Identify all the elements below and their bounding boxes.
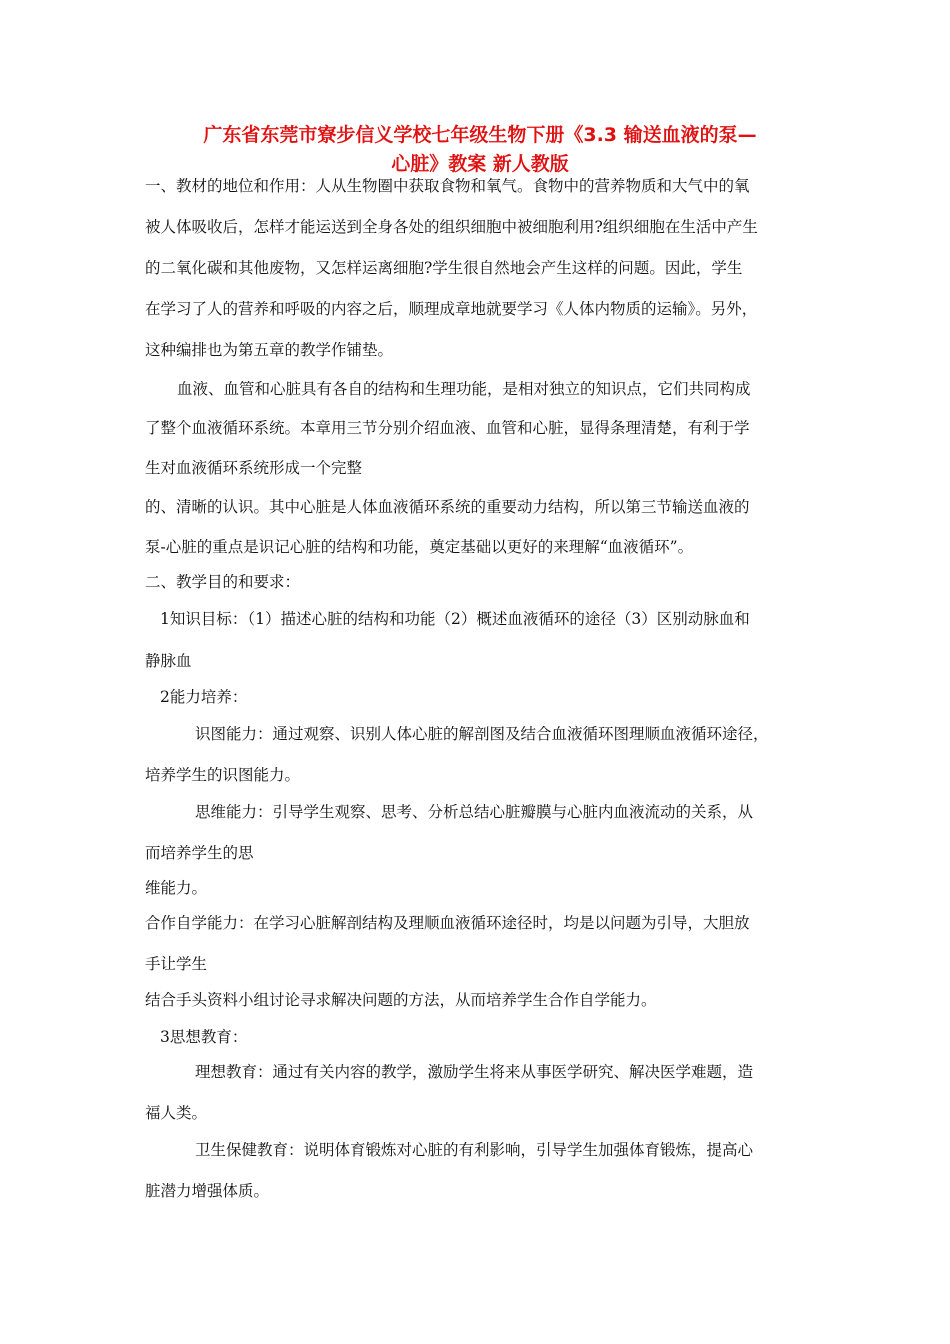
text-line: 泵-心脏的重点是识记心脏的结构和功能，奠定基础以更好的来理解“血液循环”。 <box>145 538 694 556</box>
text-line: 的二氧化碳和其他废物，又怎样运离细胞?学生很自然地会产生这样的问题。因此，学生 <box>145 259 743 277</box>
text-line: 脏潜力增强体质。 <box>145 1182 270 1200</box>
text-line: 在学习了人的营养和呼吸的内容之后，顺理成章地就要学习《人体内物质的运输》。另外， <box>145 300 758 318</box>
text-line: 思维能力：引导学生观察、思考、分析总结心脏瓣膜与心脏内血液流动的关系，从 <box>195 803 754 821</box>
text-line: 被人体吸收后，怎样才能运送到全身各处的组织细胞中被细胞利用?组织细胞在生活中产生 <box>145 218 758 236</box>
title-line-1: 广东省东莞市寮步信义学校七年级生物下册《3.3 输送血液的泵— <box>203 124 757 146</box>
subheading: 2能力培养： <box>160 688 248 706</box>
text-line: 福人类。 <box>145 1104 208 1122</box>
text-line: 理想教育：通过有关内容的教学，激励学生将来从事医学研究、解决医学难题，造 <box>195 1063 754 1081</box>
text-line: 结合手头资料小组讨论寻求解决问题的方法，从而培养学生合作自学能力。 <box>145 991 657 1009</box>
text-line: 维能力。 <box>145 879 208 897</box>
text-line: 生对血液循环系统形成一个完整 <box>145 459 363 477</box>
text-line: 培养学生的识图能力。 <box>145 766 301 784</box>
text-line: 血液、血管和心脏具有各自的结构和生理功能，是相对独立的知识点，它们共同构成 <box>177 380 751 398</box>
text-line: 识图能力：通过观察、识别人体心脏的解剖图及结合血液循环图理顺血液循环途径， <box>195 725 769 743</box>
text-line: 一、教材的地位和作用：人从生物圈中获取食物和氧气。食物中的营养物质和大气中的氧 <box>145 177 750 195</box>
text-line: 手让学生 <box>145 955 208 973</box>
text-line: 卫生保健教育：说明体育锻炼对心脏的有利影响，引导学生加强体育锻炼，提高心 <box>195 1141 754 1159</box>
text-line: 而培养学生的思 <box>145 844 254 862</box>
text-line: 静脉血 <box>145 652 192 670</box>
title-line-2: 心脏》教案 新人教版 <box>391 153 569 175</box>
text-line: 合作自学能力：在学习心脏解剖结构及理顺血液循环途径时，均是以问题为引导，大胆放 <box>145 914 750 932</box>
document-title <box>140 121 820 179</box>
subheading: 3思想教育： <box>160 1028 248 1046</box>
text-line: 了整个血液循环系统。本章用三节分别介绍血液、血管和心脏，显得条理清楚，有利于学 <box>145 419 750 437</box>
text-line: 的、清晰的认识。其中心脏是人体血液循环系统的重要动力结构，所以第三节输送血液的 <box>145 498 750 516</box>
text-line: 1知识目标：（1）描述心脏的结构和功能（2）概述血液循环的途径（3）区别动脉血和 <box>160 610 750 628</box>
text-line: 这种编排也为第五章的教学作铺垫。 <box>145 341 394 359</box>
section-heading: 二、教学目的和要求： <box>145 573 301 591</box>
